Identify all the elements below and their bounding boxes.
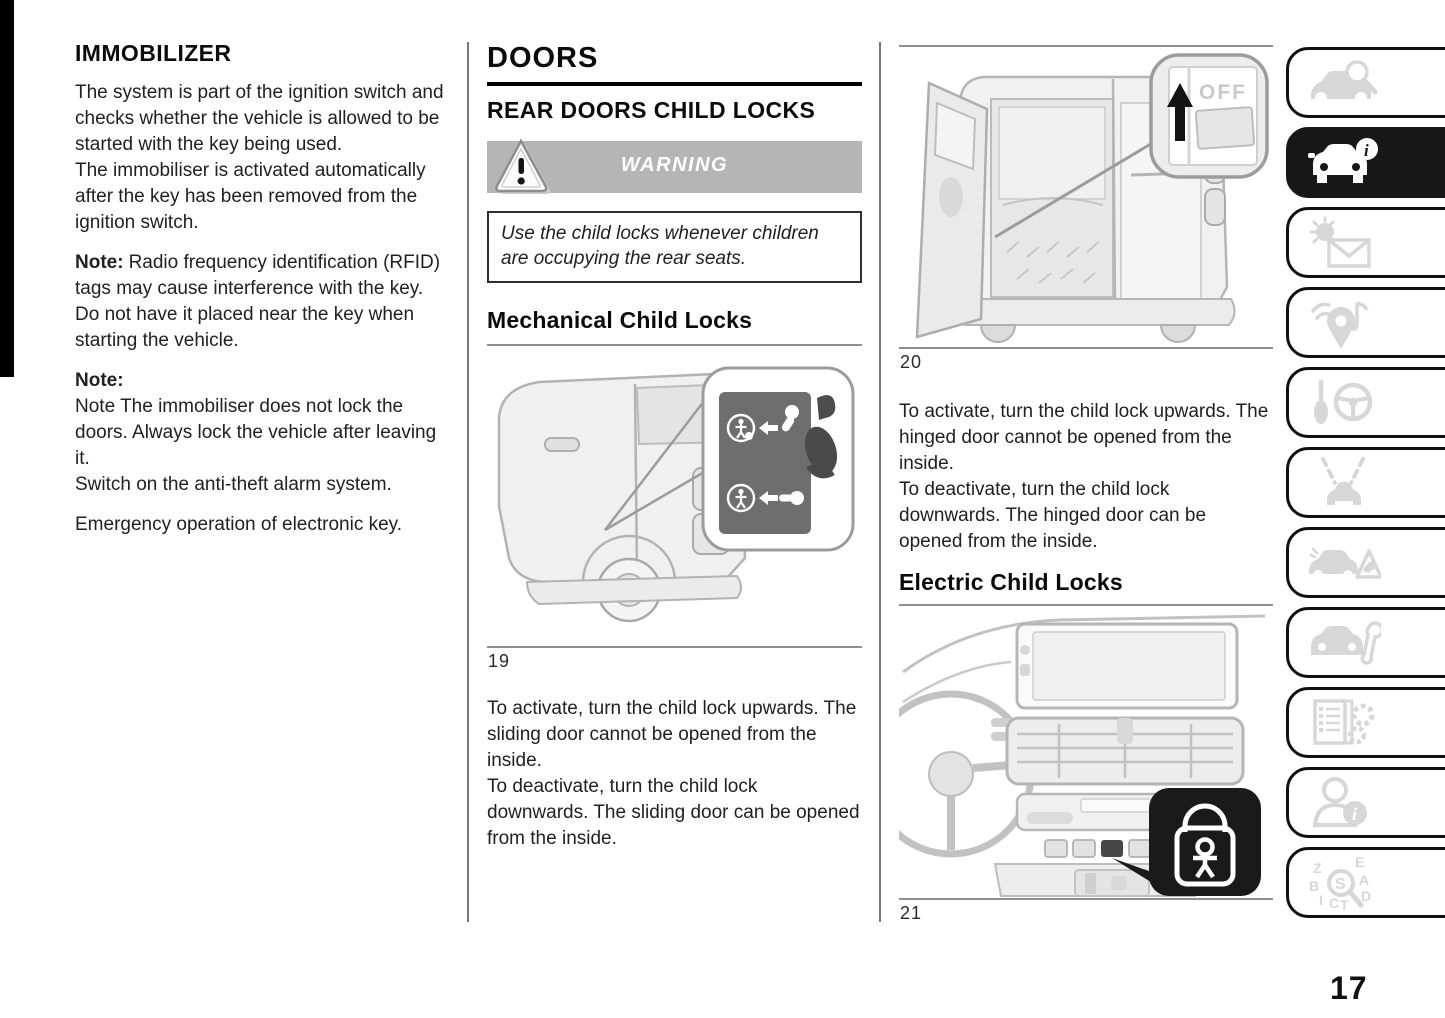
svg-text:B: B bbox=[1309, 877, 1320, 894]
figure-20-off-label: OFF bbox=[1199, 81, 1247, 104]
note-text: Note The immobiliser does not lock the doors. Always lock the vehicle after leaving it. bbox=[75, 396, 437, 469]
immobilizer-paragraph-1: The system is part of the ignition switch and checks whether the vehicle is allowed to be started with the key being used. bbox=[75, 82, 444, 155]
page-number: 17 bbox=[1330, 970, 1368, 1006]
column-child-locks bbox=[899, 40, 1273, 924]
owner-info-icon bbox=[1305, 775, 1381, 831]
column-divider bbox=[467, 42, 469, 922]
figure-19 bbox=[487, 344, 862, 672]
tab-emergency[interactable] bbox=[1286, 527, 1445, 598]
chapter-title-doors: DOORS bbox=[487, 42, 862, 86]
alphabetical-index-icon bbox=[1305, 855, 1381, 911]
tab-navigation-media[interactable] bbox=[1286, 287, 1445, 358]
mechanical-locks-paragraph-2: To deactivate, turn the child lock downwards. The sliding door can be opened from the inside. bbox=[487, 776, 860, 849]
svg-text:D: D bbox=[1361, 887, 1372, 904]
immobilizer-note-1 bbox=[75, 250, 447, 354]
svg-text:S: S bbox=[1335, 875, 1346, 893]
tab-starting-driving[interactable] bbox=[1286, 367, 1445, 438]
tab-owner-info[interactable] bbox=[1286, 767, 1445, 838]
column-immobilizer bbox=[75, 40, 447, 538]
section-title-immobilizer: IMMOBILIZER bbox=[75, 40, 232, 66]
note-label: Note: bbox=[75, 370, 124, 391]
hinged-door-paragraph-2: To deactivate, turn the child lock downwards. The hinged door can be opened from the inside. bbox=[899, 479, 1207, 552]
tab-technical-data[interactable] bbox=[1286, 687, 1445, 758]
warning-lights-messages-icon bbox=[1305, 216, 1381, 270]
figure-19-van-rear-quarter-art bbox=[487, 346, 862, 646]
tab-alphabetical-index[interactable] bbox=[1286, 847, 1445, 918]
svg-text:A: A bbox=[1359, 871, 1370, 888]
figure-20-number: 20 bbox=[900, 352, 923, 372]
svg-text:i: i bbox=[1364, 140, 1369, 160]
svg-text:T: T bbox=[1340, 896, 1349, 911]
chapter-edge-tab bbox=[0, 0, 14, 377]
column-divider bbox=[879, 42, 881, 922]
figure-21 bbox=[899, 604, 1273, 924]
car-search-icon bbox=[1305, 58, 1381, 108]
mechanical-locks-paragraph-1: To activate, turn the child lock upwards. The sliding door cannot be opened from the inside. bbox=[487, 698, 857, 771]
starting-driving-icon bbox=[1305, 376, 1381, 430]
heading-electric-child-locks: Electric Child Locks bbox=[899, 569, 1123, 595]
figure-20-van-open-doors-art bbox=[899, 47, 1273, 347]
heading-mechanical-child-locks: Mechanical Child Locks bbox=[487, 307, 753, 333]
tab-warning-lights[interactable] bbox=[1286, 207, 1445, 278]
figure-20 bbox=[899, 45, 1273, 373]
tab-getting-to-know[interactable] bbox=[1286, 47, 1445, 118]
figure-19-number: 19 bbox=[488, 651, 511, 671]
svg-text:E: E bbox=[1355, 854, 1365, 870]
svg-text:I: I bbox=[1319, 891, 1323, 908]
maintenance-icon bbox=[1305, 617, 1381, 669]
chapter-tabs bbox=[1286, 47, 1445, 918]
immobilizer-paragraph-2: The immobiliser is activated automatically after the key has been removed from the ignition switch. bbox=[75, 160, 426, 233]
figure-21-number: 21 bbox=[900, 903, 923, 923]
hinged-door-paragraph-1: To activate, turn the child lock upwards. The hinged door cannot be opened from the inside. bbox=[899, 401, 1269, 474]
child-locks-note: Use the child locks whenever children are occupying the rear seats. bbox=[487, 211, 862, 283]
svg-text:C: C bbox=[1329, 894, 1340, 911]
figure-21-dashboard-art bbox=[899, 606, 1273, 898]
tab-maintenance[interactable] bbox=[1286, 607, 1445, 678]
section-title-rear-doors-child-locks: REAR DOORS CHILD LOCKS bbox=[487, 97, 816, 123]
warning-label: WARNING bbox=[620, 154, 729, 176]
tab-vehicle-info[interactable] bbox=[1286, 127, 1445, 198]
tab-driving-assistance[interactable] bbox=[1286, 447, 1445, 518]
emergency-icon bbox=[1305, 535, 1381, 591]
column-doors bbox=[487, 40, 862, 852]
svg-text:i: i bbox=[1352, 803, 1358, 824]
warning-banner bbox=[487, 141, 862, 193]
driving-assistance-icon bbox=[1305, 455, 1381, 511]
immobilizer-paragraph-3: Emergency operation of electronic key. bbox=[75, 514, 403, 535]
svg-text:Z: Z bbox=[1313, 859, 1322, 876]
note-text: Radio frequency identification (RFID) tags may cause interference with the key. Do not have it placed near the key when starting the vehicle. bbox=[75, 252, 441, 351]
car-info-icon bbox=[1305, 137, 1381, 189]
note-label: Note: bbox=[75, 252, 124, 273]
technical-data-icon bbox=[1305, 695, 1381, 751]
immobilizer-note-2 bbox=[75, 368, 447, 498]
note-text: Switch on the anti-theft alarm system. bbox=[75, 474, 392, 495]
navigation-media-icon bbox=[1305, 295, 1381, 351]
